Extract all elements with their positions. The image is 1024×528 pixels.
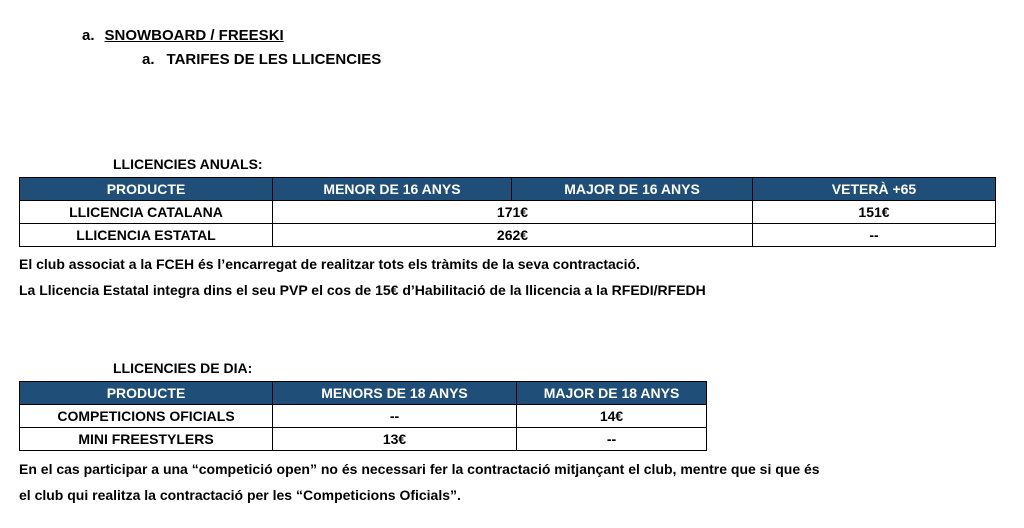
daily-licences-label: LLICENCIES DE DIA: — [113, 360, 253, 376]
over-18-price-cell: -- — [517, 428, 707, 451]
price-cell: 171€ — [273, 201, 753, 224]
table-row — [20, 201, 996, 224]
subsection-heading — [142, 51, 381, 68]
product-cell: COMPETICIONS OFICIALS — [20, 405, 273, 428]
annual-licences-table — [19, 177, 996, 247]
section-heading — [82, 27, 284, 44]
daily-note-1: En el cas participar a una “competició open” no és necessari fer la contractació mitjançant el club, mentre que si que és — [19, 461, 820, 477]
annual-note-1: El club associat a la FCEH és l’encarregat de realitzar tots els tràmits de la seva contractació. — [19, 256, 640, 272]
over-18-price-cell: 14€ — [517, 405, 707, 428]
annual-note-2: La Llicencia Estatal integra dins el seu PVP el cos de 15€ d’Habilitació de la llicencia a la RFEDI/RFEDH — [19, 282, 706, 298]
daily-note-2: el club qui realitza la contractació per les “Competicions Oficials”. — [19, 487, 461, 503]
product-cell: MINI FREESTYLERS — [20, 428, 273, 451]
annual-licences-label: LLICENCIES ANUALS: — [113, 156, 263, 172]
section-title: SNOWBOARD / FREESKI — [104, 27, 284, 44]
under-18-price-cell: -- — [273, 405, 517, 428]
table-header-row — [20, 382, 707, 405]
table-row — [20, 224, 996, 247]
veteran-price-cell: -- — [753, 224, 996, 247]
header-veteran: VETERÀ +65 — [753, 178, 996, 201]
subsection-marker: a. — [142, 51, 155, 68]
under-18-price-cell: 13€ — [273, 428, 517, 451]
header-product: PRODUCTE — [20, 178, 273, 201]
price-cell: 262€ — [273, 224, 753, 247]
header-over-16: MAJOR DE 16 ANYS — [512, 178, 753, 201]
daily-licences-table — [19, 381, 707, 451]
subsection-title: TARIFES DE LES LLICENCIES — [166, 51, 382, 68]
veteran-price-cell: 151€ — [753, 201, 996, 224]
header-product: PRODUCTE — [20, 382, 273, 405]
table-row — [20, 405, 707, 428]
header-over-18: MAJOR DE 18 ANYS — [517, 382, 707, 405]
table-row — [20, 428, 707, 451]
section-marker: a. — [82, 27, 95, 44]
product-cell: LLICENCIA ESTATAL — [20, 224, 273, 247]
header-under-16: MENOR DE 16 ANYS — [273, 178, 512, 201]
product-cell: LLICENCIA CATALANA — [20, 201, 273, 224]
header-under-18: MENORS DE 18 ANYS — [273, 382, 517, 405]
table-header-row — [20, 178, 996, 201]
